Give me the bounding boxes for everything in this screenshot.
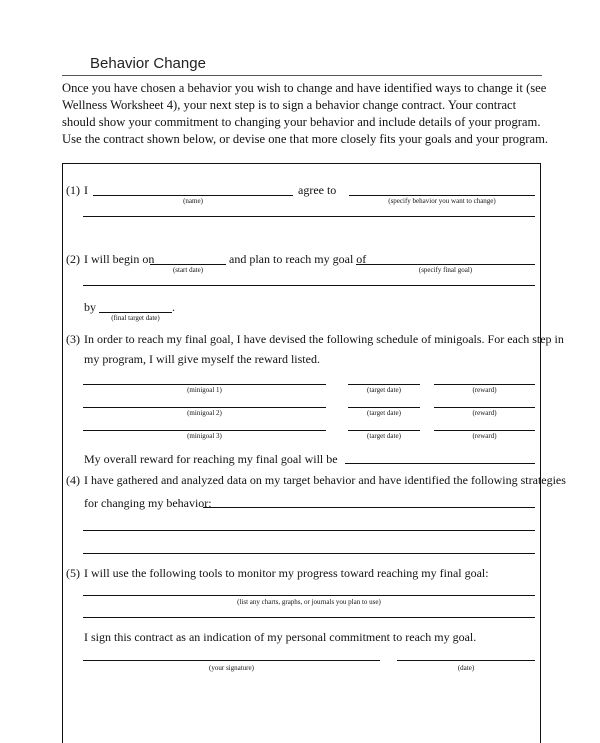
contract-form [62, 163, 566, 743]
minigoal-3-reward-caption: (reward) [472, 432, 497, 440]
behavior-caption: (specify behavior you want to change) [388, 197, 496, 205]
name-caption: (name) [183, 197, 203, 205]
signature-field[interactable] [83, 660, 380, 661]
s2-period: . [172, 300, 175, 314]
behavior-field[interactable] [349, 195, 535, 196]
minigoal-1-reward-field[interactable] [434, 384, 535, 385]
s2-by: by [84, 300, 96, 314]
minigoal-2-reward-field[interactable] [434, 407, 535, 408]
final-goal-caption: (specify final goal) [418, 266, 473, 274]
sign-date-caption: (date) [457, 664, 475, 672]
s3-line2: my program, I will give myself the reward listed. [84, 352, 320, 366]
behavior-continuation-line[interactable] [83, 216, 535, 217]
final-goal-field[interactable] [356, 264, 535, 265]
overall-reward-field[interactable] [345, 463, 535, 464]
minigoal-3-date-caption: (target date) [367, 432, 401, 440]
s1-lead: I [84, 183, 88, 197]
minigoal-2-caption: (minigoal 2) [187, 409, 222, 417]
minigoal-1-date-field[interactable] [348, 384, 420, 385]
strategies-field[interactable] [203, 507, 535, 508]
s3-line1: In order to reach my final goal, I have devised the following schedule of minigoals. For each step in [84, 332, 564, 346]
s2-number: (2) [66, 252, 80, 266]
strategies-line-3[interactable] [83, 553, 535, 554]
sign-date-field[interactable] [397, 660, 535, 661]
minigoal-3-reward-field[interactable] [434, 430, 535, 431]
minigoal-3-field[interactable] [83, 430, 326, 431]
minigoal-2-field[interactable] [83, 407, 326, 408]
start-date-caption: (start date) [172, 266, 204, 274]
minigoal-1-caption: (minigoal 1) [187, 386, 222, 394]
minigoal-1-date-caption: (target date) [367, 386, 401, 394]
s3-number: (3) [66, 332, 80, 346]
s5-line1: I will use the following tools to monitor my progress toward reaching my final goal: [84, 566, 489, 580]
tools-line-2[interactable] [83, 617, 535, 618]
tools-caption: (list any charts, graphs, or journals you plan to use) [237, 598, 381, 606]
minigoal-3-date-field[interactable] [348, 430, 420, 431]
s4-number: (4) [66, 473, 80, 487]
s2-lead: I will begin on [84, 252, 155, 266]
strategies-line-2[interactable] [83, 530, 535, 531]
minigoal-3-caption: (minigoal 3) [187, 432, 222, 440]
page-heading: Behavior Change [90, 55, 206, 72]
heading-rule [62, 75, 542, 76]
sign-text: I sign this contract as an indication of my personal commitment to reach my goal. [84, 630, 477, 644]
s4-line1: I have gathered and analyzed data on my target behavior and have identified the following strategies [84, 473, 566, 487]
goal-continuation-line[interactable] [83, 285, 535, 286]
signature-caption: (your signature) [209, 664, 254, 672]
s4-line2: for changing my behavior: [84, 496, 212, 510]
minigoal-2-date-caption: (target date) [367, 409, 401, 417]
intro-paragraph: Once you have chosen a behavior you wish to change and have identified ways to change it (see Wellness Worksheet 4), your next step is to sign a behavior change contract. Your contract should show your commitment to changing your behavior and include details of your program. Use the contract shown below, or devise one that more closely fits your goals and your program. [62, 81, 549, 146]
minigoal-1-field[interactable] [83, 384, 326, 385]
final-target-date-field[interactable] [99, 312, 172, 313]
minigoal-2-date-field[interactable] [348, 407, 420, 408]
start-date-field[interactable] [150, 264, 226, 265]
name-field[interactable] [93, 195, 293, 196]
minigoal-1-reward-caption: (reward) [472, 386, 497, 394]
s2-goal-text: and plan to reach my goal of [229, 252, 367, 266]
s1-agree: agree to [298, 183, 337, 197]
tools-field[interactable] [83, 595, 535, 596]
s1-number: (1) [66, 183, 80, 197]
s5-number: (5) [66, 566, 80, 580]
minigoal-2-reward-caption: (reward) [472, 409, 497, 417]
final-target-date-caption: (final target date) [111, 314, 160, 322]
overall-reward-text: My overall reward for reaching my final goal will be [84, 452, 338, 466]
